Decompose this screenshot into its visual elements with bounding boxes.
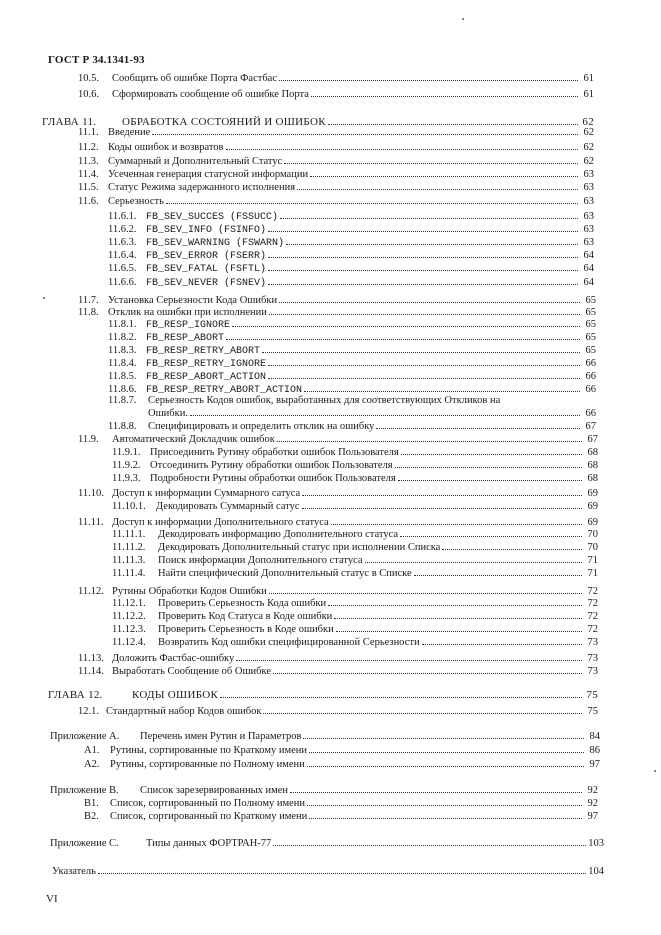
toc-entry-title: FB_SEV_FATAL (FSFTL)	[146, 264, 267, 275]
toc-entry-number: 11.2.	[78, 142, 99, 153]
toc-entry	[108, 276, 594, 290]
toc-entry-number: 11.8.3.	[108, 345, 137, 356]
toc-entry	[108, 394, 596, 407]
toc-entry-title: Проверить Серьезность Кода ошибки	[158, 598, 327, 609]
dot-leader	[376, 428, 580, 429]
toc-entry-number: 11.8.5.	[108, 371, 137, 382]
toc-entry-title: Выработать Сообщение об Ошибке	[112, 666, 271, 677]
dot-leader	[226, 149, 578, 150]
dot-leader	[398, 480, 582, 481]
toc-entry-number: 11.12.3.	[112, 624, 146, 635]
toc-entry-page: 69	[587, 501, 598, 512]
toc-entry-title: FB_SEV_NEVER (FSNEV)	[146, 278, 267, 289]
toc-entry-title: КОДЫ ОШИБОК	[132, 689, 219, 701]
toc-entry-number: 11.9.	[78, 434, 99, 445]
toc-entry-title: FB_SEV_INFO (FSINFO)	[146, 225, 267, 236]
toc-entry	[112, 541, 598, 554]
dot-leader	[263, 713, 582, 714]
toc-entry	[78, 126, 594, 139]
toc-entry-page: 67	[585, 421, 596, 432]
toc-entry	[112, 597, 598, 610]
dot-leader	[273, 673, 582, 674]
toc-entry	[50, 837, 604, 850]
document-header: ГОСТ Р 34.1341-93	[48, 54, 145, 66]
toc-entry-page: 72	[587, 611, 598, 622]
toc-entry	[112, 500, 598, 513]
toc-entry-title: Присоединить Рутину обработки ошибок Пользователя	[150, 447, 399, 458]
toc-entry-title: Сформировать сообщение об ошибке Порта	[112, 89, 309, 100]
dot-leader	[334, 618, 582, 619]
toc-entry-page: 61	[583, 89, 594, 100]
toc-entry-page: 62	[583, 127, 594, 138]
toc-entry-page: 62	[583, 156, 594, 167]
toc-entry-page: 68	[587, 473, 598, 484]
toc-entry-title: Декодировать Суммарный сатус	[156, 501, 300, 512]
toc-entry	[108, 331, 596, 345]
toc-entry-title: Проверить Код Статуса в Коде ошибки	[158, 611, 333, 622]
toc-entry	[48, 689, 598, 702]
toc-entry-title: Рутины, сортированные по Полному имени	[110, 759, 305, 770]
toc-entry	[108, 357, 596, 371]
dot-leader	[328, 605, 582, 606]
toc-entry	[84, 810, 598, 823]
toc-entry-number: 11.1.	[78, 127, 99, 138]
toc-entry-page: 65	[585, 295, 596, 306]
toc-entry-page: 65	[585, 345, 596, 356]
toc-entry-page: 73	[587, 653, 598, 664]
toc-entry-number: 11.6.4.	[108, 250, 137, 261]
dot-leader	[331, 524, 582, 525]
dot-leader	[280, 218, 578, 219]
toc-entry-number: Приложение А.	[50, 731, 120, 742]
toc-entry-title: FB_RESP_ABORT_ACTION	[146, 372, 267, 383]
toc-entry-page: 64	[583, 263, 594, 274]
toc-entry-title: Список зарезервированных имен	[140, 785, 289, 796]
toc-entry-title: Статус Режима задержанного исполнения	[108, 182, 296, 193]
toc-entry-number: 10.5.	[78, 73, 99, 84]
toc-entry-title: Декодировать информацию Дополнительного статуса	[158, 529, 399, 540]
toc-entry-title: Усеченная генерация статусной информации	[108, 169, 309, 180]
toc-entry	[112, 554, 598, 567]
toc-entry-title: Поиск информации Дополнительного статуса	[158, 555, 363, 566]
dot-leader	[297, 189, 578, 190]
toc-entry	[108, 420, 596, 433]
dot-leader	[307, 805, 582, 806]
toc-entry-number: 11.4.	[78, 169, 99, 180]
toc-entry	[108, 370, 596, 384]
dot-leader	[268, 270, 578, 271]
toc-entry-page: 70	[587, 542, 598, 553]
dot-leader	[268, 365, 580, 366]
toc-entry-title: Введение	[108, 127, 151, 138]
toc-entry-page: 65	[585, 332, 596, 343]
toc-entry-number: 11.8.6.	[108, 384, 137, 395]
dot-leader	[290, 792, 582, 793]
toc-entry-number: 11.11.3.	[112, 555, 146, 566]
toc-entry-number: Указатель	[52, 866, 96, 877]
dot-leader	[442, 549, 582, 550]
toc-entry-page: 97	[589, 759, 600, 770]
toc-entry-title: Список, сортированный по Краткому имени	[110, 811, 308, 822]
toc-entry-title: Серьезность Кодов ошибок, выработанных для соответствующих Откликов на	[148, 395, 501, 406]
toc-entry-title: Рутины Обработки Кодов Ошибки	[112, 586, 267, 597]
dot-leader	[309, 818, 582, 819]
toc-entry-page: 63	[583, 211, 594, 222]
toc-entry-title: Перечень имен Рутин и Параметров	[140, 731, 302, 742]
toc-entry-page: 64	[583, 277, 594, 288]
toc-entry-number: 11.8.7.	[108, 395, 137, 406]
toc-entry-page: 72	[587, 586, 598, 597]
toc-entry-number: 11.6.1.	[108, 211, 137, 222]
toc-entry	[108, 344, 596, 358]
dot-leader	[304, 391, 580, 392]
toc-entry-number: 11.6.6.	[108, 277, 137, 288]
scan-speck	[462, 18, 464, 20]
dot-leader	[98, 873, 586, 874]
toc-entry-number: 11.11.2.	[112, 542, 146, 553]
dot-leader	[395, 467, 582, 468]
dot-leader	[279, 80, 578, 81]
toc-entry	[112, 623, 598, 636]
toc-entry	[78, 181, 594, 194]
dot-leader	[232, 326, 580, 327]
toc-entry-number: 11.9.2.	[112, 460, 141, 471]
toc-entry-title: Серьезность	[108, 196, 164, 207]
toc-entry-page: 69	[587, 488, 598, 499]
toc-entry	[78, 155, 594, 168]
dot-leader	[328, 124, 578, 125]
dot-leader	[277, 441, 582, 442]
toc-entry-page: 73	[587, 666, 598, 677]
toc-entry-title: Сообщить об ошибке Порта Фастбас	[112, 73, 278, 84]
toc-entry-number: 11.9.1.	[112, 447, 141, 458]
toc-entry	[112, 610, 598, 623]
toc-entry-page: 103	[588, 838, 604, 849]
dot-leader	[268, 257, 578, 258]
toc-entry-number: 11.6.	[78, 196, 99, 207]
dot-leader	[303, 738, 584, 739]
toc-entry-title: FB_RESP_IGNORE	[146, 320, 231, 331]
toc-entry-page: 66	[585, 358, 596, 369]
dot-leader	[268, 378, 580, 379]
toc-entry-title: Коды ошибок и возвратов	[108, 142, 224, 153]
toc-entry-number: В1.	[84, 798, 99, 809]
toc-entry-number: 11.14.	[78, 666, 104, 677]
toc-entry-page: 63	[583, 196, 594, 207]
dot-leader	[302, 495, 582, 496]
dot-leader	[310, 176, 578, 177]
toc-entry-number: 11.8.4.	[108, 358, 137, 369]
dot-leader	[268, 231, 578, 232]
toc-entry-page: 72	[587, 624, 598, 635]
dot-leader	[336, 631, 582, 632]
dot-leader	[220, 697, 582, 698]
dot-leader	[166, 203, 578, 204]
toc-entry-number: 12.1.	[78, 706, 99, 717]
toc-entry-page: 62	[582, 116, 594, 128]
toc-entry-title: FB_RESP_RETRY_IGNORE	[146, 359, 267, 370]
toc-entry	[50, 784, 598, 797]
toc-entry-page: 66	[585, 408, 596, 419]
toc-entry-number: 11.12.1.	[112, 598, 146, 609]
toc-entry-page: 104	[588, 866, 604, 877]
toc-entry	[112, 567, 598, 580]
toc-entry	[108, 318, 596, 332]
toc-entry-title: FB_RESP_RETRY_ABORT	[146, 346, 261, 357]
toc-entry-title: Проверить Серьезность в Коде ошибки	[158, 624, 334, 635]
toc-entry-page: 63	[583, 237, 594, 248]
toc-entry-number: ГЛАВА 11.	[42, 116, 97, 128]
toc-entry	[112, 636, 598, 649]
toc-entry-title: Подробности Рутины обработки ошибок Пользователя	[150, 473, 396, 484]
toc-entry-number: 11.12.	[78, 586, 104, 597]
toc-entry-number: Приложение В.	[50, 785, 119, 796]
toc-entry-page: 86	[589, 745, 600, 756]
scan-speck	[43, 297, 45, 299]
toc-entry	[78, 487, 598, 500]
dot-leader	[226, 339, 580, 340]
toc-entry	[84, 744, 600, 757]
toc-entry	[78, 72, 594, 85]
toc-entry-number: 11.10.	[78, 488, 104, 499]
toc-entry-title: Список, сортированный по Полному имени	[110, 798, 306, 809]
toc-entry-page: 65	[585, 319, 596, 330]
toc-entry-title: ОБРАБОТКА СОСТОЯНИЙ И ОШИБОК	[122, 116, 326, 128]
toc-entry	[112, 459, 598, 472]
toc-entry	[148, 407, 596, 420]
toc-entry	[112, 472, 598, 485]
toc-entry-page: 92	[587, 785, 598, 796]
toc-entry-number: 11.11.	[78, 517, 104, 528]
toc-entry	[112, 528, 598, 541]
dot-leader	[269, 314, 580, 315]
toc-entry-title: Установка Серьезности Кода Ошибки	[108, 295, 278, 306]
toc-entry	[112, 446, 598, 459]
toc-entry-number: 10.6.	[78, 89, 99, 100]
toc-entry-page: 68	[587, 447, 598, 458]
dot-leader	[284, 163, 578, 164]
toc-entry-title: Доступ к информации Дополнительного статуса	[112, 517, 329, 528]
toc-entry	[78, 705, 598, 718]
toc-entry	[108, 262, 594, 276]
toc-entry-number: А2.	[84, 759, 100, 770]
toc-entry-page: 65	[585, 307, 596, 318]
toc-entry-page: 97	[587, 811, 598, 822]
toc-entry-number: 11.11.4.	[112, 568, 146, 579]
toc-entry	[108, 223, 594, 237]
dot-leader	[273, 845, 586, 846]
dot-leader	[269, 593, 582, 594]
dot-leader	[152, 134, 578, 135]
toc-entry-number: Приложение С.	[50, 838, 119, 849]
toc-entry-number: 11.13.	[78, 653, 104, 664]
toc-entry	[50, 730, 600, 743]
toc-entry	[52, 865, 604, 878]
dot-leader	[401, 454, 582, 455]
toc-entry-number: 11.6.3.	[108, 237, 137, 248]
toc-entry	[78, 665, 598, 678]
toc-entry-number: 11.12.2.	[112, 611, 146, 622]
toc-entry-page: 63	[583, 169, 594, 180]
toc-entry-title: Автоматический Докладчик ошибок	[112, 434, 275, 445]
toc-entry-title: FB_SEV_ERROR (FSERR)	[146, 251, 267, 262]
toc-entry-number: 11.9.3.	[112, 473, 141, 484]
toc-entry-page: 72	[587, 598, 598, 609]
toc-entry-number: 11.6.5.	[108, 263, 137, 274]
toc-entry-page: 69	[587, 517, 598, 528]
dot-leader	[279, 302, 580, 303]
toc-entry-title: Рутины, сортированные по Краткому имени	[110, 745, 308, 756]
scan-speck	[654, 770, 656, 772]
toc-entry	[78, 141, 594, 154]
toc-entry-number: 11.8.1.	[108, 319, 137, 330]
dot-leader	[236, 660, 582, 661]
toc-entry-page: 61	[583, 73, 594, 84]
toc-entry-page: 73	[587, 637, 598, 648]
toc-entry-number: 11.5.	[78, 182, 99, 193]
toc-entry-page: 68	[587, 460, 598, 471]
toc-entry-page: 70	[587, 529, 598, 540]
toc-entry-number: В2.	[84, 811, 99, 822]
toc-entry-number: А1.	[84, 745, 100, 756]
dot-leader	[400, 536, 582, 537]
dot-leader	[302, 508, 582, 509]
toc-entry-title: FB_RESP_ABORT	[146, 333, 225, 344]
toc-entry-page: 63	[583, 224, 594, 235]
toc-entry-number: 11.12.4.	[112, 637, 146, 648]
toc-entry-page: 66	[585, 384, 596, 395]
toc-entry	[84, 797, 598, 810]
toc-entry-title: FB_SEV_WARNING (FSWARN)	[146, 238, 285, 249]
toc-entry	[78, 168, 594, 181]
toc-entry-page: 92	[587, 798, 598, 809]
toc-entry-number: 11.6.2.	[108, 224, 137, 235]
toc-entry-title: Суммарный и Дополнительный Статус	[108, 156, 283, 167]
toc-entry-page: 84	[589, 731, 600, 742]
toc-entry	[78, 88, 594, 101]
toc-entry-title: Доступ к информации Суммарного сатуса	[112, 488, 301, 499]
dot-leader	[422, 644, 582, 645]
toc-entry-page: 63	[583, 182, 594, 193]
toc-entry-page: 67	[587, 434, 598, 445]
toc-entry-page: 71	[587, 555, 598, 566]
toc-entry-title: Типы данных ФОРТРАН-77	[146, 838, 272, 849]
toc-entry-title: FB_SEV_SUCCES (FSSUCC)	[146, 212, 279, 223]
toc-entry-number: 11.8.2.	[108, 332, 137, 343]
toc-entry-number: 11.10.1.	[112, 501, 146, 512]
toc-entry-page: 75	[586, 689, 598, 701]
dot-leader	[262, 352, 580, 353]
toc-entry-title: Отклик на ошибки при исполнении	[108, 307, 267, 318]
toc-entry	[108, 249, 594, 263]
toc-entry-page: 71	[587, 568, 598, 579]
toc-entry-title: Найти специфический Дополнительный статус в Списке	[158, 568, 412, 579]
toc-entry-page: 66	[585, 371, 596, 382]
toc-entry	[108, 236, 594, 250]
dot-leader	[307, 766, 584, 767]
toc-entry	[78, 195, 594, 208]
toc-entry	[78, 652, 598, 665]
toc-entry	[84, 758, 600, 771]
dot-leader	[414, 575, 582, 576]
toc-entry-title: Ошибки.	[148, 408, 188, 419]
toc-entry-number: 11.11.1.	[112, 529, 146, 540]
toc-entry-title: Декодировать Дополнительный статус при исполнении Списка	[158, 542, 441, 553]
toc-entry-title: Доложить Фастбас-ошибку	[112, 653, 235, 664]
toc-entry	[108, 210, 594, 224]
dot-leader	[365, 562, 582, 563]
toc-entry	[78, 433, 598, 446]
toc-entry-title: Стандартный набор Кодов ошибок	[106, 706, 262, 717]
toc-entry-title: Специфицировать и определить отклик на ошибку	[148, 421, 375, 432]
dot-leader	[309, 752, 584, 753]
toc-entry-title: Возвратить Код ошибки специфицированной Серьезности	[158, 637, 420, 648]
toc-entry-number: 11.8.	[78, 307, 99, 318]
toc-entry-page: 64	[583, 250, 594, 261]
toc-entry-number: 11.7.	[78, 295, 99, 306]
page-number-footer: VI	[46, 893, 58, 905]
toc-entry-number: 11.3.	[78, 156, 99, 167]
toc-entry-title: FB_RESP_RETRY_ABORT_ACTION	[146, 385, 303, 396]
dot-leader	[311, 96, 578, 97]
toc-entry-page: 62	[583, 142, 594, 153]
toc-entry-number: ГЛАВА 12.	[48, 689, 103, 701]
dot-leader	[268, 284, 578, 285]
dot-leader	[286, 244, 578, 245]
toc-entry-number: 11.8.8.	[108, 421, 137, 432]
toc-entry-page: 75	[587, 706, 598, 717]
dot-leader	[190, 415, 580, 416]
toc-entry-title: Отсоединить Рутину обработки ошибок Пользователя	[150, 460, 393, 471]
